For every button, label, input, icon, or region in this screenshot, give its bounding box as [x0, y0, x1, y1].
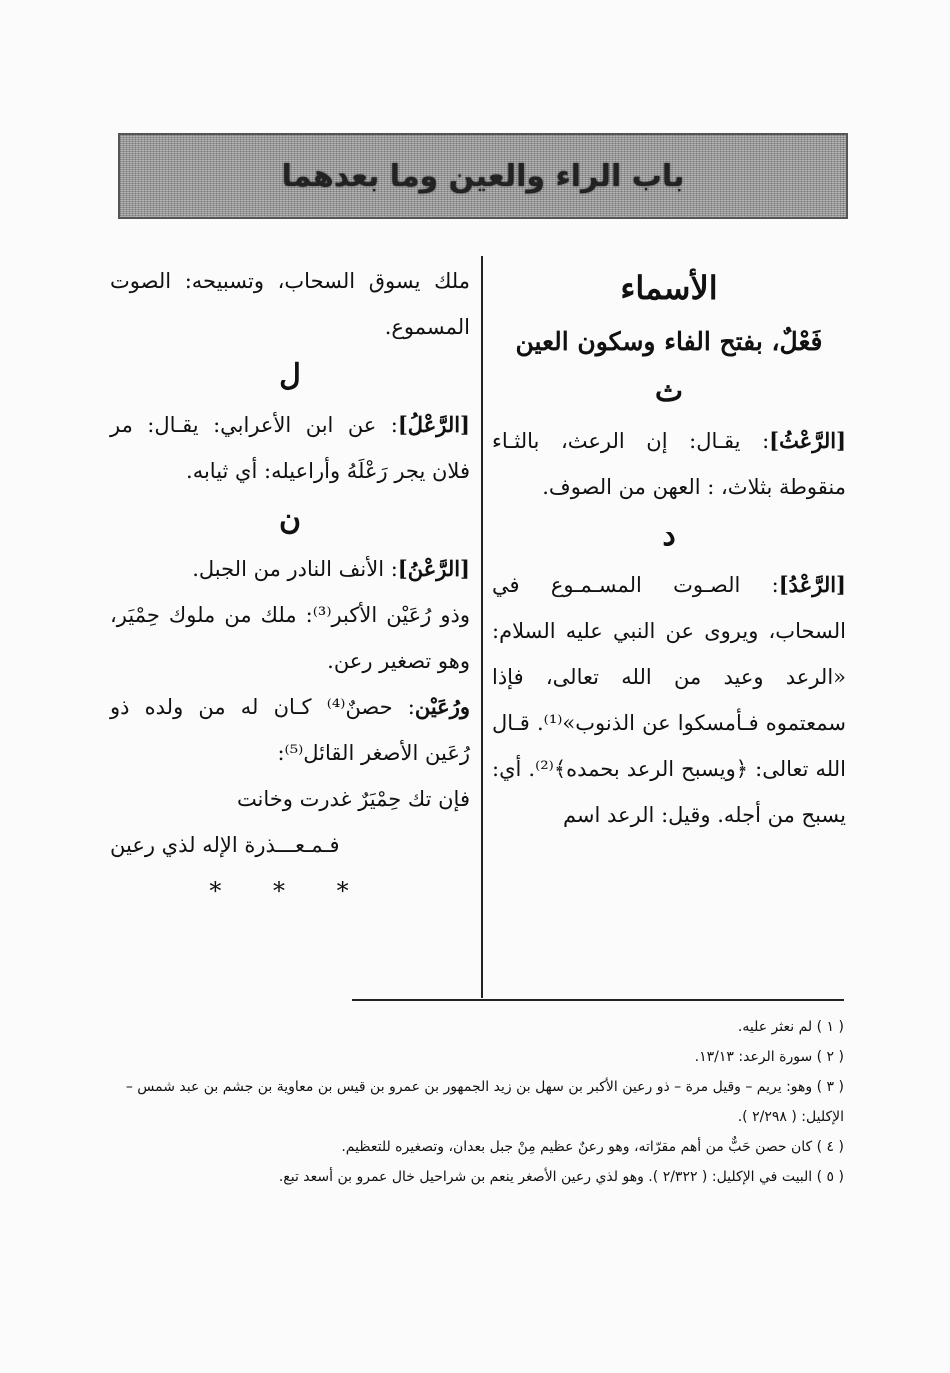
continuation-text: ملك يسوق السحاب، وتسبيحه: الصوت المسموع. — [110, 269, 470, 339]
footnote-5: ( ٥ ) البيت في الإكليل: ( ٢/٣٢٢ ). وهو لذي رعين الأصغر ينعم بن شراحيل خال عمرو بن أسعد تبع. — [278, 1169, 844, 1185]
letter-heading-dal: د — [662, 518, 676, 553]
entry-raad — [492, 562, 846, 838]
letter-heading-nun: ن — [278, 502, 302, 537]
column-divider — [481, 256, 483, 998]
entry-term: ورُعَيْن — [414, 694, 470, 719]
footnote-1: ( ١ ) لم نعثر عليه. — [737, 1019, 844, 1035]
letter-heading-tha: ث — [654, 374, 684, 409]
letter-heading-lam: ل — [279, 358, 301, 393]
footnote-rule — [352, 999, 844, 1001]
entry-text: : الأنف النادر من الجبل. — [192, 557, 398, 581]
chapter-banner — [118, 133, 848, 219]
left-column — [110, 258, 470, 914]
entry-term: [الرَّعْلُ] — [397, 412, 470, 437]
footnote-3: ( ٣ ) وهو: يريم – وقيل مرة – ذو رعين الأكبر بن سهل بن زيد الجمهور بن عمرو بن قيس بن معاوية بن جشم بن عبد شمس – الإكليل: ( ٢/٢٩٨ ). — [125, 1079, 844, 1125]
entry-raal — [110, 402, 470, 494]
entry-term: [الرَّعْثُ] — [769, 428, 846, 453]
section-heading: الأسماء — [620, 269, 718, 307]
right-column — [492, 258, 846, 838]
pattern-heading: فَعْلٌ، بفتح الفاء وسكون العين — [515, 327, 823, 356]
entry-text: : حصنٌ⁽⁴⁾ كـان له من ولده ذو رُعَين الأصغر القائل⁽⁵⁾: — [110, 695, 470, 765]
footnote-4: ( ٤ ) كان حصن حَبٌّ من أهم مقرّاته، وهو رعنٌ عظيم مِنْ جبل بعدان، وتصغيره للتعظيم. — [341, 1139, 844, 1155]
entry-text: : الصـوت المسـمـوع في السحاب، ويروى عن النبي عليه السلام: «الرعد وعيد من الله تعالى، فإذا سمعتموه فـأمسكوا عن الذنوب»⁽¹⁾. قـال الله تعالى: ﴿ويسبح الرعد بحمده﴾⁽²⁾. أي: يسبح من أجله. وقيل: الرعد اسم — [492, 573, 846, 827]
chapter-title: باب الراء والعين وما بعدهما — [281, 158, 685, 194]
footnotes — [108, 1012, 844, 1192]
entry-wa-ruayn — [110, 684, 470, 776]
dhu-raayn-text: وذو رُعَيْن الأكبر⁽³⁾: ملك من ملوك حِمْيَر، وهو تصغير رعن. — [110, 603, 470, 673]
entry-term: [الرَّعْنُ] — [397, 556, 470, 581]
verse-line-2: فـمـعـــذرة الإله لذي رعين — [110, 833, 340, 857]
entry-raan — [110, 546, 470, 592]
entry-text: : يقـال: إن الرعث، بالثـاء منقوطة بثلاث، : العهن من الصوف. — [492, 429, 846, 499]
entry-text: : عن ابن الأعرابي: يقـال: مر فلان يجر رَعْلَهُ وأراعيله: أي ثيابه. — [110, 413, 470, 483]
footnote-2: ( ٢ ) سورة الرعد: ١٣/١٣. — [694, 1049, 844, 1065]
separator-stars: * * * — [209, 877, 371, 905]
verse-line-1: فإن تك حِمْيَرٌ غدرت وخانت — [236, 787, 470, 811]
entry-rath — [492, 418, 846, 510]
entry-term: [الرَّعْدُ] — [778, 572, 846, 597]
